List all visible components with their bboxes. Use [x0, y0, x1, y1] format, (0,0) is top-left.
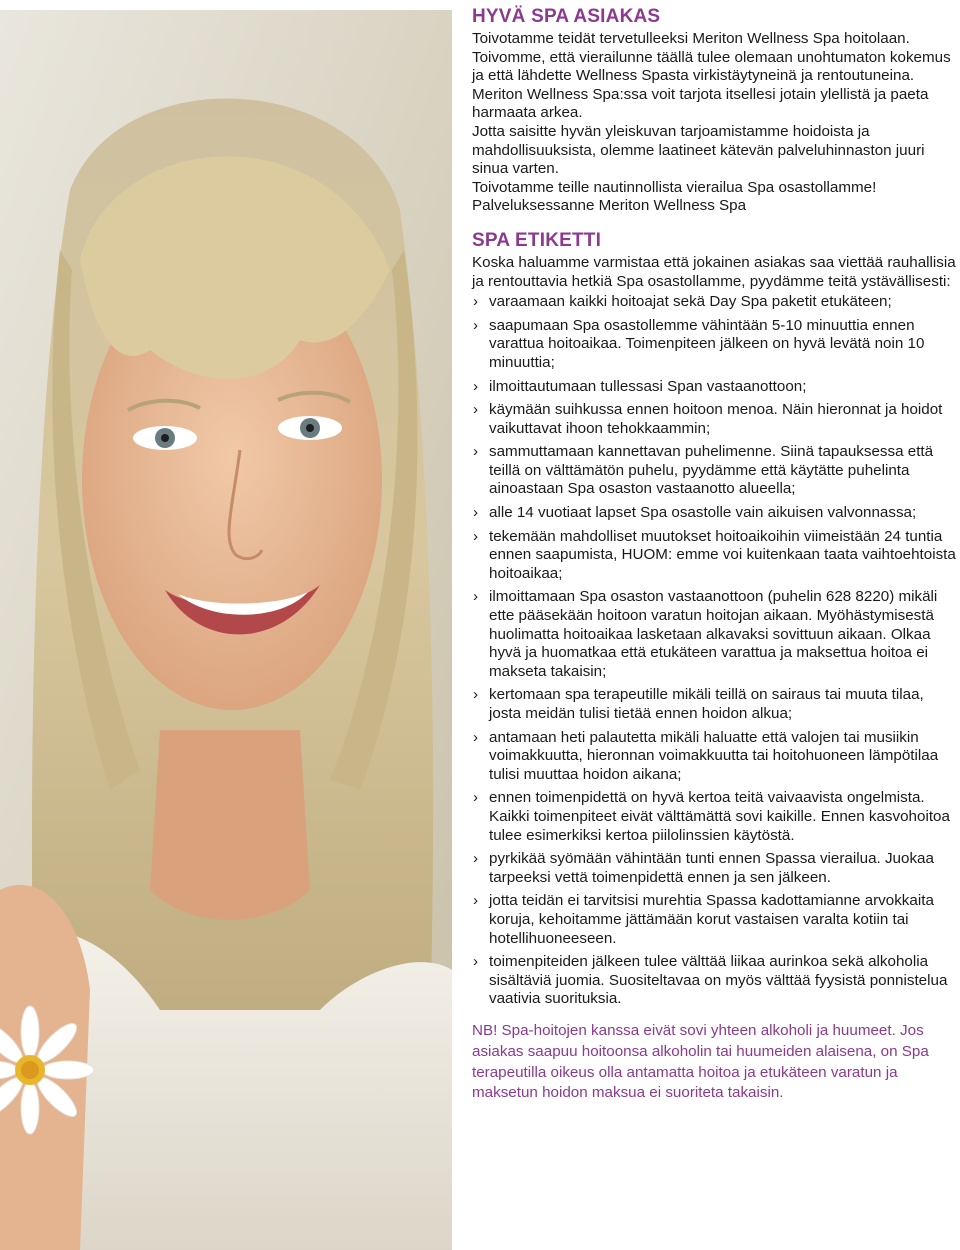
chevron-right-icon: ›: [473, 728, 479, 746]
etiquette-list-item: [472, 401, 958, 438]
text-column: [472, 6, 958, 1119]
welcome-signature: Palveluksessanne Meriton Wellness Spa: [472, 197, 747, 215]
chevron-right-icon: ›: [473, 504, 479, 522]
welcome-paragraph: Toivotamme teille nautinnollista vierailua Spa osastollamme!: [472, 178, 877, 196]
etiquette-list-item: [472, 504, 958, 523]
etiquette-item-text: ennen toimenpidettä on hyvä kertoa teitä vaivaavista ongelmista. Kaikki toimenpiteet eivät välttämättä sovi kaikille. Ennen kasvohoitoa tulee esimerkiksi kertoa piilolinssien käytöstä.: [489, 789, 950, 844]
etiquette-list-item: [472, 892, 958, 948]
etiquette-item-text: antamaan heti palautetta mikäli haluatte että valojen tai musiikin voimakkuutta, hieronnan voimakkuutta tai hoitohuoneen lämpötilaa tulisi muuttaa hoidon aikana;: [489, 728, 939, 783]
etiquette-list-item: [472, 953, 958, 1009]
chevron-right-icon: ›: [473, 316, 479, 334]
etiquette-list: [472, 293, 958, 1009]
chevron-right-icon: ›: [473, 377, 479, 395]
etiquette-item-text: alle 14 vuotiaat lapset Spa osastolle vain aikuisen valvonnassa;: [489, 504, 917, 522]
etiquette-intro: Koska haluamme varmistaa että jokainen asiakas saa viettää rauhallisia ja rentouttavia hetkiä Spa osastollamme, pyydämme teitä ystävällisesti:: [472, 253, 956, 290]
chevron-right-icon: ›: [473, 789, 479, 807]
chevron-right-icon: ›: [473, 443, 479, 461]
etiquette-list-item: [472, 293, 958, 312]
etiquette-item-text: pyrkikää syömään vähintään tunti ennen Spassa vierailua. Juokaa tarpeeksi vettä toimenpidettä ennen ja sen jälkeen.: [489, 850, 934, 886]
etiquette-list-item: [472, 317, 958, 373]
chevron-right-icon: ›: [473, 588, 479, 606]
chevron-right-icon: ›: [473, 953, 479, 971]
etiquette-section: [472, 230, 958, 1009]
etiquette-item-text: varaamaan kaikki hoitoajat sekä Day Spa paketit etukäteen;: [489, 293, 892, 311]
portrait-illustration: [0, 10, 452, 1250]
welcome-heading: HYVÄ SPA ASIAKAS: [472, 6, 661, 27]
etiquette-item-text: kertomaan spa terapeutille mikäli teillä on sairaus tai muuta tilaa, josta meidän tulisi tietää ennen hoidon alkua;: [489, 686, 924, 722]
etiquette-item-text: käymään suihkussa ennen hoitoon menoa. Näin hieronnat ja hoidot vaikuttavat ihoon tehokkaammin;: [489, 401, 943, 437]
etiquette-item-text: ilmoittautumaan tullessasi Span vastaanottoon;: [489, 377, 807, 395]
chevron-right-icon: ›: [473, 401, 479, 419]
etiquette-item-text: tekemään mahdolliset muutokset hoitoaikoihin viimeistään 24 tuntia ennen saapumista, HUOM: emme voi kuitenkaan taata vaihtoehtoista hoitoaikaa;: [489, 527, 956, 582]
etiquette-list-item: [472, 686, 958, 723]
etiquette-list-item: [472, 729, 958, 785]
etiquette-item-text: sammuttamaan kannettavan puhelimenne. Siinä tapauksessa että teillä on välttämätön puhelu, pyydämme että käytätte puhelinta ainoastaan Spa osaston vastaanotto alueella;: [489, 443, 934, 498]
chevron-right-icon: ›: [473, 527, 479, 545]
etiquette-list-item: [472, 588, 958, 681]
etiquette-item-text: ilmoittamaan Spa osaston vastaanottoon (puhelin 628 8220) mikäli ette pääsekään hoitoon varatun hoitojan aikaan. Myöhästymisestä huolimatta hoitoaikaa lasketaan alkavaksi sovittuun aikaan. Olkaa hyvä ja huomatkaa että etukäteen varattua ja maksettua hoitoa ei makseta takaisin;: [489, 588, 938, 680]
etiquette-list-item: [472, 443, 958, 499]
etiquette-item-text: toimenpiteiden jälkeen tulee välttää liikaa aurinkoa sekä alkoholia sisältäviä juomia. Suositeltavaa on myös välttää fyysistä ponnistelua vaativia suorituksia.: [489, 953, 948, 1008]
chevron-right-icon: ›: [473, 293, 479, 311]
etiquette-list-item: [472, 850, 958, 887]
etiquette-item-text: saapumaan Spa osastollemme vähintään 5-10 minuuttia ennen varattua hoitoaikaa. Toimenpiteen jälkeen on hyvä levätä noin 10 minuuttia;: [489, 316, 925, 371]
chevron-right-icon: ›: [473, 892, 479, 910]
etiquette-list-item: [472, 528, 958, 584]
portrait-photo: [0, 10, 452, 1250]
chevron-right-icon: ›: [473, 850, 479, 868]
welcome-paragraph: Jotta saisitte hyvän yleiskuvan tarjoamistamme hoidoista ja mahdollisuuksista, olemme laatineet kätevän palveluhinnaston juuri sinua varten.: [472, 122, 925, 178]
chevron-right-icon: ›: [473, 686, 479, 704]
etiquette-item-text: jotta teidän ei tarvitsisi murehtia Spassa kadottamianne arvokkaita koruja, kehoitamme jättämään korut vastaisen varalta kotiin tai hotellihuoneeseen.: [489, 892, 934, 947]
etiquette-list-item: [472, 378, 958, 397]
notice-text: NB! Spa-hoitojen kanssa eivät sovi yhteen alkoholi ja huumeet. Jos asiakas saapuu hoitoonsa alkoholin tai huumeiden alaisena, on Spa terapeutilla oikeus olla antamatta hoitoa ja etukäteen varatun ja maksetun hoidon maksua ei suoriteta takaisin.: [472, 1021, 929, 1102]
welcome-paragraph: Toivotamme teidät tervetulleeksi Meriton Wellness Spa hoitolaan. Toivomme, että vierailunne täällä tulee olemaan unohtumaton kokemus ja että lähdette Wellness Spasta virkistäytyneinä ja rentoutuneina. Meriton Wellness Spa:ssa voit tarjota itsellesi jotain ylellistä ja paeta harmaata arkea.: [472, 30, 951, 122]
etiquette-heading: SPA ETIKETTI: [472, 229, 602, 251]
etiquette-list-item: [472, 789, 958, 845]
